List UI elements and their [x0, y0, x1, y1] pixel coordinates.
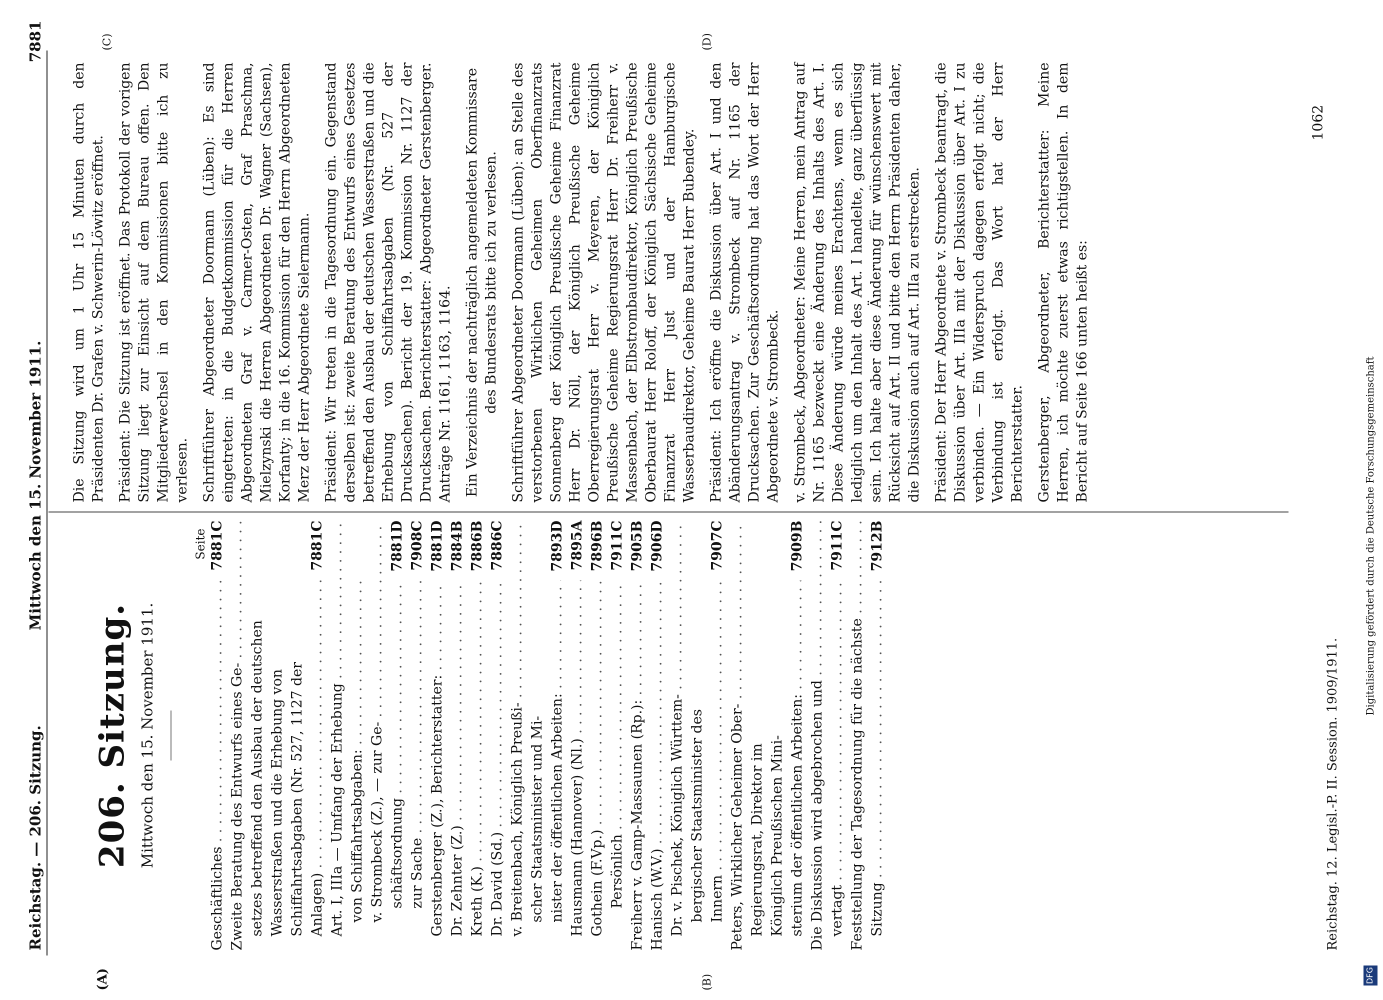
body-paragraph: Präsident: Die Sitzung ist eröffnet. Das Protokoll der vorigen Sitzung liegt zur Einsicht auf dem Bureau offen. Den Mitgliederwechsel in den Kommissionen bitte ich zu verlesen.	[117, 62, 190, 503]
toc-entry-continuation	[867, 521, 887, 951]
toc-entry-page: 7908C	[409, 520, 425, 571]
toc-entry	[427, 521, 447, 951]
toc-entry	[227, 521, 327, 951]
toc-continuation-text: bergischer Staatsminister des	[689, 709, 705, 923]
toc-entry	[807, 521, 847, 951]
margin-mark-c: (C)	[100, 33, 113, 51]
toc-entry-continuation	[767, 521, 787, 951]
session-title: 206. Sitzung.	[92, 602, 132, 869]
body-paragraph: v. Strombeck, Abgeordneter: Meine Herren, mein Antrag auf Nr. 1165 bezweckt eine Änderung des Inhalts des Art. I. Diese Änderung würde meines Erachtens, wenn es sich lediglich um den Inhalt des Art. I handelte, ganz überflüssig sein. Ich halte aber diese Änderung für wünschenswert mit Rücksicht auf Art. II und bitte den Herrn Präsidenten daher, die Diskussion auch auf Art. IIIa zu erstrecken.	[792, 62, 922, 503]
toc-entry-page: 7881C	[309, 520, 325, 571]
left-column	[70, 521, 887, 951]
toc-entry-line	[847, 521, 867, 951]
toc-entry-line	[807, 521, 827, 951]
footer-signature: 1062	[1310, 104, 1326, 141]
toc-entry-page: 7905B	[629, 520, 645, 572]
toc-entry-title: Art. I, IIIa — Umfang der Erhebung . . .	[327, 521, 347, 937]
running-header	[10, 21, 46, 951]
toc-continuation-text: Sitzung . . .	[867, 581, 887, 937]
body-paragraph: Präsident: Ich eröffne die Diskussion über Art. I und den Abänderungsantrag v. Strombeck auf Nr. 1165 der Drucksachen. Zur Geschäftsordnung hat das Wort der Herr Abgeordnete v. Strombeck.	[708, 62, 781, 503]
toc-entry-continuation	[687, 521, 707, 951]
toc-entry-title: v. Strombeck (Z.), — zur Ge- . . .	[367, 521, 387, 923]
margin-mark-a: (A)	[95, 968, 110, 991]
toc-entry-title: Feststellung der Tagesordnung für die nächste . . .	[847, 521, 867, 951]
toc-entry-line	[667, 521, 687, 951]
toc-entry-title: Geschäftliches . . .	[207, 581, 227, 951]
toc-entry	[327, 521, 367, 951]
toc-entry-page: 7907C	[709, 520, 725, 571]
toc-entry-line	[607, 521, 627, 951]
toc-entry-line	[447, 521, 467, 951]
toc-entry	[607, 521, 627, 951]
toc-continuation-text: von Schiffahrtsabgaben: . . .	[347, 581, 367, 923]
toc-entry	[447, 521, 467, 951]
toc-entry	[587, 521, 607, 951]
dfg-logo: DFG	[1363, 966, 1377, 986]
toc-entry-title: Hausmann (Hannover) (Nl.) . . .	[567, 581, 587, 937]
toc-entry-line	[727, 521, 747, 951]
toc-entry-line	[367, 521, 387, 951]
toc-entry-page: 7911C	[829, 520, 845, 571]
margin-mark-b: (B)	[700, 973, 713, 991]
toc-entry-title: Dr. v. Pischek, Königlich Württem- . . .	[667, 521, 687, 937]
title-separator	[170, 711, 171, 761]
toc-continuation-text: sterium der öffentlichen Arbeiten: . . .	[787, 581, 807, 937]
toc-entry-title: Persönlich . . .	[607, 581, 627, 909]
toc-entry-title: Kreth (K.) . . .	[467, 581, 487, 937]
toc-entry-continuation	[707, 521, 727, 951]
toc-entry-page: 7911C	[609, 520, 625, 571]
footer-left: Reichstag. 12. Legisl.-P. II. Session. 1909/1911.	[1325, 637, 1340, 951]
toc-entry	[487, 521, 507, 951]
toc-entry-line	[227, 521, 247, 951]
toc-entry	[567, 521, 587, 951]
header-left: Reichstag. — 206. Sitzung.	[26, 725, 44, 951]
toc-entry-page: 7881D	[389, 520, 405, 572]
toc-entry-title: Dr. Zehnter (Z.) . . .	[447, 581, 467, 937]
toc-entry-page: 7886B	[469, 520, 485, 572]
toc-entry-title: v. Breitenbach, Königlich Preußi- . . .	[507, 521, 527, 937]
header-center: Mittwoch den 15. November 1911.	[26, 340, 44, 631]
toc-continuation-text: Königlich Preußischen Mini-	[769, 735, 785, 937]
toc-entry-title: Freiherr v. Gamp-Massaunen (Rp.): . . .	[627, 581, 647, 951]
toc-entry	[667, 521, 727, 951]
body-paragraph: Schriftführer Abgeordneter Doormann (Lüben): an Stelle des verstorbenen Wirklichen Geheimen Oberfinanzrats Sonnenberg der Königlich Preußische Geheime Finanzrat Herr Dr. Nöll, der Königlich Preußische Geheime Oberregierungsrat Herr v. Meyeren, der Königlich Preußische Geheime Regierungsrat Herr Dr. Freiherr v. Massenbach, der Elbstrombaudirektor, Königlich Preußische Oberbaurat Herr Roloff, der Königlich Sächsische Geheime Finanzrat Herr Just und der Hamburgische Wasserbaudirektor, Geheime Baurat Herr Bubendey.	[510, 62, 697, 503]
toc-entry-line	[427, 521, 447, 951]
toc-entry-continuation	[287, 521, 307, 951]
toc-entry	[207, 521, 227, 951]
toc-entry-title: Peters, Wirklicher Geheimer Ober- . . .	[727, 521, 747, 951]
column-divider	[48, 512, 1288, 513]
toc-continuation-text: Schiffahrtsabgaben (Nr. 527, 1127 der	[289, 662, 305, 937]
toc-entry-page: 7881D	[429, 520, 445, 572]
toc-continuation-text: scher Staatsminister und Mi-	[529, 715, 545, 923]
funding-note: Digitalisierung gefördert durch die Deutsche Forschungsgemeinschaft	[1365, 356, 1376, 716]
margin-mark-d: (D)	[700, 33, 713, 51]
toc-entry-line	[407, 521, 427, 951]
toc-continuation-text: Innern . . .	[707, 581, 727, 923]
toc-entry	[407, 521, 427, 951]
body-paragraph: Gerstenberger, Abgeordneter, Berichterstatter: Meine Herren, ich möchte zuerst etwas richtigstellen. In dem Bericht auf Seite 166 unten heißt es:	[1036, 62, 1090, 503]
toc-entry-continuation	[347, 521, 367, 951]
body-paragraph: Ein Verzeichnis der nachträglich angemeldeten Kommissare des Bundesrats bitte ich zu verlesen.	[464, 67, 499, 498]
toc-entry	[727, 521, 807, 951]
toc-entry-line	[587, 521, 607, 951]
toc-entry-title: zur Sache . . .	[407, 581, 427, 909]
toc-entry-continuation	[267, 521, 287, 951]
toc-entry-line	[207, 521, 227, 951]
toc-entry-continuation	[247, 521, 267, 951]
toc-continuation-text: vertagt . . .	[827, 581, 847, 937]
header-rule	[46, 51, 47, 956]
toc-entry-page: 7881C	[209, 520, 225, 571]
toc-entry-page: 7893D	[549, 520, 565, 572]
toc-entry	[367, 521, 407, 951]
body-paragraph: Präsident: Wir treten in die Tagesordnung ein. Gegenstand derselben ist: zweite Beratung des Entwurfs eines Gesetzes betreffend den Ausbau der deutschen Wasserstraßen und die Erhebung von Schiffahrtsabgaben (Nr. 527 der Drucksachen). Bericht der 19. Kommission Nr. 1127 der Drucksachen. Berichterstatter: Abgeordneter Gerstenberger. Anträge Nr. 1161, 1163, 1164.	[323, 62, 453, 503]
toc-entry-line	[507, 521, 527, 951]
toc-entry-title: Gerstenberger (Z.), Berichterstatter: . . .	[427, 581, 447, 937]
body-paragraph: Präsident: Der Herr Abgeordnete v. Strombeck beantragt, die Diskussion über Art. IIIa mit der Diskussion über Art. I zu verbinden. — Ein Widerspruch dagegen erfolgt nicht; die Verbindung ist erfolgt. Das Wort hat der Herr Berichterstatter.	[933, 62, 1025, 503]
toc-entry	[647, 521, 667, 951]
toc-entry-title: Die Diskussion wird abgebrochen und . . .	[807, 521, 827, 951]
toc-entry-title: Dr. David (Sd.) . . .	[487, 581, 507, 937]
toc-entry-line	[467, 521, 487, 951]
toc-entry-title: Zweite Beratung des Entwurfs eines Ge- . . .	[227, 521, 247, 951]
session-date: Mittwoch den 15. November 1911.	[138, 602, 156, 869]
toc-entry-page: 7896B	[589, 520, 605, 572]
toc-entry-line	[627, 521, 647, 951]
toc-continuation-text: Wasserstraßen und die Erhebung von	[269, 669, 285, 937]
body-paragraph: Die Sitzung wird um 1 Uhr 15 Minuten durch den Präsidenten Dr. Grafen v. Schwerin-Löwitz eröffnet.	[71, 62, 106, 503]
toc-entry-line	[487, 521, 507, 951]
toc-entry-continuation	[387, 521, 407, 951]
toc-entry-line	[327, 521, 347, 951]
toc-entry-continuation	[787, 521, 807, 951]
toc-continuation-text: nister der öffentlichen Arbeiten: . . .	[547, 581, 567, 923]
toc-entry-line	[647, 521, 667, 951]
toc-entry-page: 7906D	[649, 520, 665, 572]
toc-continuation-text: Anlagen) . . .	[307, 581, 327, 937]
toc-entry-continuation	[527, 521, 547, 951]
toc-entry-title: Gothein (F.Vp.) . . .	[587, 581, 607, 937]
toc-entry-page: 7895A	[569, 520, 585, 571]
toc-entry-continuation	[307, 521, 327, 951]
toc-entry-page: 7884B	[449, 520, 465, 572]
toc-entry-page: 7909B	[789, 520, 805, 572]
table-of-contents	[207, 521, 887, 951]
toc-entry-title: Hanisch (W.V.) . . .	[647, 581, 667, 951]
toc-continuation-text: schäftsordnung . . .	[387, 581, 407, 909]
toc-entry	[627, 521, 647, 951]
toc-entry	[467, 521, 487, 951]
toc-continuation-text: setzes betreffend den Ausbau der deutschen	[249, 620, 265, 937]
toc-entry-page: 7912B	[869, 520, 885, 572]
toc-entry	[507, 521, 567, 951]
toc-entry-continuation	[547, 521, 567, 951]
header-page-number: 7881	[26, 20, 44, 63]
right-column	[70, 63, 1100, 503]
toc-page-header: Seite	[193, 528, 207, 560]
document-page	[0, 1, 1383, 1000]
toc-continuation-text: Regierungsrat, Direktor im	[749, 743, 765, 937]
body-paragraph: Schriftführer Abgeordneter Doormann (Lüben): Es sind eingetreten: in die Budgetkommission für die Herren Abgeordneten Graf v. Carmer-Osten, Graf Praschma, Mielzynski die Herren Abgeordneten Dr. Wagner (Sachsen), Korfanty; in die 16. Kommission für den Herrn Abgeordneten Merz der Herr Abgeordnete Sielermann.	[201, 62, 312, 503]
toc-entry-page: 7886C	[489, 520, 505, 571]
toc-entry-continuation	[747, 521, 767, 951]
toc-entry-continuation	[827, 521, 847, 951]
toc-entry-line	[567, 521, 587, 951]
toc-entry	[847, 521, 887, 951]
